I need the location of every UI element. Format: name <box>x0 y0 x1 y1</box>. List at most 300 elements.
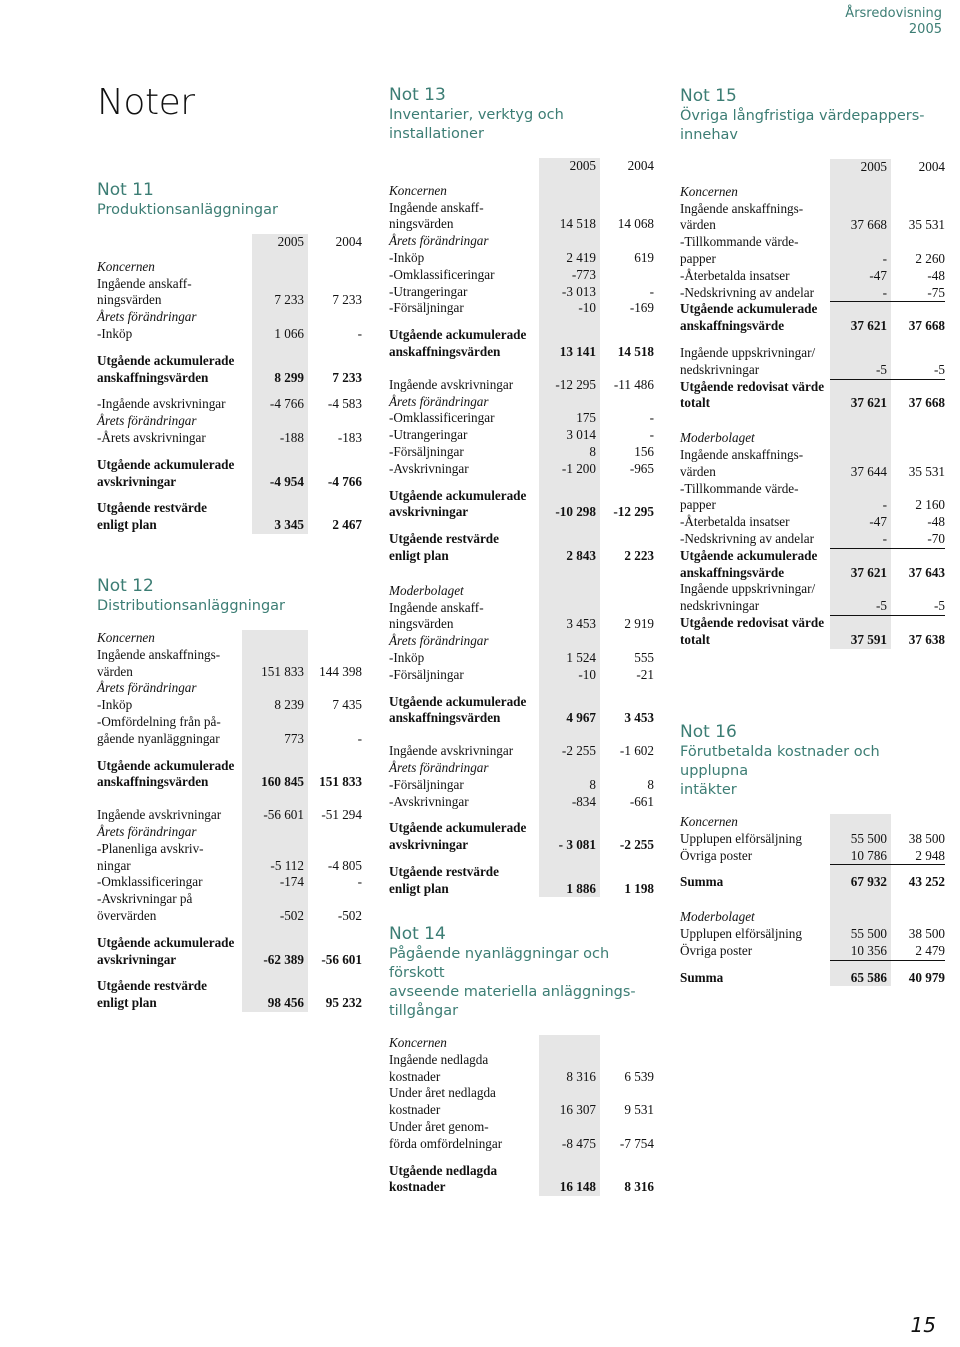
value-2004: 7 233 <box>332 369 362 385</box>
table-row <box>680 943 945 960</box>
row-label <box>389 410 543 427</box>
value-2005: 3 014 <box>566 427 596 443</box>
value-2005: 37 621 <box>850 318 887 334</box>
row-label-line: totalt <box>680 395 711 411</box>
row-label-line: anskaffningsvärden <box>97 774 209 790</box>
value-2004: - <box>649 427 654 443</box>
value-2005: 2 843 <box>566 547 596 563</box>
value-2005: 7 233 <box>274 292 304 308</box>
row-label-line: Under året nedlagda <box>389 1085 496 1101</box>
table-row <box>97 714 362 748</box>
row-label-line: anskaffningsvärden <box>97 369 209 385</box>
value-2005: 773 <box>284 730 304 746</box>
value-2005: -10 <box>578 666 596 682</box>
row-label-line: Övriga poster <box>680 847 753 863</box>
value-2004: -56 601 <box>321 951 362 967</box>
row-label-line: -Återbetalda insatser <box>680 267 790 283</box>
value-2005: 37 644 <box>850 463 887 479</box>
row-label <box>389 694 543 728</box>
value-2004: 37 638 <box>908 631 945 647</box>
row-label-line: -Tillkommande värde- <box>680 234 799 250</box>
value-2005: 8 316 <box>566 1068 596 1084</box>
row-label-line: -Omklassificeringar <box>389 410 495 426</box>
note-title <box>389 106 654 144</box>
row-label-line: nedskrivningar <box>680 598 760 614</box>
value-2005: -4 766 <box>269 396 304 412</box>
row-label <box>389 820 543 854</box>
table-row <box>97 978 362 1012</box>
value-2004: -5 <box>934 361 945 377</box>
row-label <box>680 201 834 235</box>
row-label <box>97 758 246 792</box>
value-2004: 40 979 <box>908 969 945 985</box>
value-2004: 35 531 <box>908 217 945 233</box>
row-label-line: avskrivningar <box>97 473 177 489</box>
row-label-line: -Försäljningar <box>389 443 464 459</box>
table-row <box>389 394 654 411</box>
value-2005: 37 621 <box>850 395 887 411</box>
table-row <box>389 820 654 854</box>
row-label <box>680 848 834 865</box>
note-table <box>97 630 362 1012</box>
value-2004: 8 <box>647 776 654 792</box>
note-14 <box>389 924 654 1196</box>
row-label <box>389 327 543 361</box>
row-label-line: enligt plan <box>97 995 157 1011</box>
table-row <box>680 268 945 285</box>
row-label <box>389 377 543 394</box>
row-label <box>97 874 246 891</box>
value-2005: 8 299 <box>274 369 304 385</box>
value-2005: 151 833 <box>261 663 304 679</box>
value-2004: 555 <box>634 649 654 665</box>
table-row <box>389 427 654 444</box>
row-label-line: -Utrangeringar <box>389 427 468 443</box>
value-2005: -834 <box>571 793 596 809</box>
row-label <box>389 427 543 444</box>
value-2004: - <box>649 410 654 426</box>
row-label-line: värden <box>680 463 716 479</box>
row-label-line: Årets förändringar <box>97 823 197 839</box>
year-header-row <box>680 159 945 176</box>
row-label-line: -Inköp <box>97 325 133 341</box>
table-row <box>680 514 945 531</box>
table-row <box>389 250 654 267</box>
row-label <box>389 200 543 234</box>
row-label-line: -Utrangeringar <box>389 283 468 299</box>
value-2005: 10 786 <box>850 847 887 863</box>
table-row <box>389 1163 654 1197</box>
row-label-line: Utgående ackumulerade <box>389 487 527 503</box>
value-2005: 8 <box>589 776 596 792</box>
row-label-line: Ingående nedlagda <box>389 1051 489 1067</box>
value-2005: -47 <box>869 267 887 283</box>
table-row <box>389 233 654 250</box>
row-label-line: -Försäljningar <box>389 776 464 792</box>
row-label-line: Utgående ackumulerade <box>97 352 235 368</box>
row-label <box>389 794 543 811</box>
value-2004: 6 539 <box>624 1068 654 1084</box>
table-row <box>680 874 945 891</box>
row-label-line: avskrivningar <box>97 951 177 967</box>
row-label-line: värden <box>97 663 133 679</box>
row-label-line: Utgående restvärde <box>97 500 207 516</box>
group-heading: Koncernen <box>97 630 155 645</box>
table-row <box>97 647 362 681</box>
value-2005: -10 <box>578 300 596 316</box>
value-2004: 151 833 <box>319 774 362 790</box>
row-label-line: totalt <box>680 631 711 647</box>
row-label-line: ningsvärden <box>389 616 454 632</box>
value-2004: -169 <box>629 300 654 316</box>
row-label <box>680 234 834 268</box>
value-2004: -4 583 <box>327 396 362 412</box>
value-2004: -51 294 <box>321 807 362 823</box>
row-label-line: Utgående ackumulerade <box>97 934 235 950</box>
value-2004: -11 486 <box>613 376 654 392</box>
table-row <box>680 831 945 848</box>
value-2005: -773 <box>571 266 596 282</box>
group-heading: Koncernen <box>680 814 738 829</box>
value-2004: -4 805 <box>327 857 362 873</box>
row-label-line: Ingående avskrivningar <box>389 743 514 759</box>
value-2005: -4 954 <box>269 473 304 489</box>
table-row <box>389 1085 654 1119</box>
value-2004: 38 500 <box>908 925 945 941</box>
row-label <box>680 615 834 649</box>
row-label-line: -Nedskrivning av andelar <box>680 284 815 300</box>
row-label-line: Utgående nedlagda <box>389 1162 498 1178</box>
row-label <box>680 531 834 548</box>
row-label-line: förda omfördelningar <box>389 1135 503 1151</box>
table-row <box>389 377 654 394</box>
value-2005: 160 845 <box>261 774 304 790</box>
row-label <box>97 935 246 969</box>
table-row <box>389 694 654 728</box>
note-title-line: Inventarier, verktyg och installationer <box>389 107 564 142</box>
value-2004: 9 531 <box>624 1102 654 1118</box>
note-12 <box>97 576 362 1012</box>
row-label <box>389 300 543 317</box>
table-row <box>389 667 654 684</box>
year-header-row <box>97 234 362 251</box>
value-2004: -12 295 <box>613 504 654 520</box>
row-label <box>389 250 543 267</box>
value-2004: 2 160 <box>915 497 945 513</box>
note-title <box>389 945 654 1021</box>
value-2004: -183 <box>337 429 362 445</box>
row-label <box>389 1119 543 1153</box>
value-2005: 8 239 <box>274 697 304 713</box>
table-row <box>97 891 362 925</box>
page-number: 15 <box>910 1313 936 1337</box>
rule-line <box>830 960 945 961</box>
table-row <box>680 234 945 268</box>
year-2004: 2004 <box>918 159 945 174</box>
row-label-line: Ingående anskaff- <box>389 199 484 215</box>
table-row <box>389 200 654 234</box>
value-2004: -2 255 <box>619 837 654 853</box>
row-label <box>389 777 543 794</box>
row-label-line: Årets förändringar <box>97 680 197 696</box>
value-2005: 37 621 <box>850 564 887 580</box>
table-row <box>389 300 654 317</box>
row-label-line: Ingående anskaffnings- <box>97 646 221 662</box>
table-row <box>389 488 654 522</box>
table-row <box>97 413 362 430</box>
row-label-line: papper <box>680 250 716 266</box>
row-label-line: -Tillkommande värde- <box>680 480 799 496</box>
value-2004: 144 398 <box>319 663 362 679</box>
value-2005: 3 453 <box>566 616 596 632</box>
row-label <box>680 447 834 481</box>
value-2005: 1 066 <box>274 325 304 341</box>
row-label-line: Utgående restvärde <box>389 863 499 879</box>
note-title <box>680 107 945 145</box>
value-2005: 16 307 <box>559 1102 596 1118</box>
year-2005: 2005 <box>277 234 304 249</box>
table-row <box>97 309 362 326</box>
note-title-line: tillgångar <box>389 1003 459 1019</box>
value-2005: 65 586 <box>850 969 887 985</box>
row-label-line: Årets förändringar <box>389 633 489 649</box>
row-label-line: avskrivningar <box>389 504 469 520</box>
row-label <box>97 891 246 925</box>
row-label <box>97 276 256 310</box>
row-label <box>389 864 543 898</box>
row-label-line: -Inköp <box>389 649 425 665</box>
row-label-line: -Försäljningar <box>389 300 464 316</box>
table-row <box>97 353 362 387</box>
row-label <box>97 353 256 387</box>
table-row <box>680 970 945 987</box>
row-label-line: Summa <box>680 874 724 890</box>
row-label-line: avskrivningar <box>389 837 469 853</box>
value-2004: -70 <box>927 530 945 546</box>
row-label <box>97 326 256 343</box>
table-row <box>389 864 654 898</box>
year-2004: 2004 <box>627 158 654 173</box>
row-label-line: -Inköp <box>389 249 425 265</box>
row-label-line: ningar <box>97 857 131 873</box>
value-2005: - <box>882 250 887 266</box>
row-label <box>97 841 246 875</box>
group-heading: Koncernen <box>389 182 447 198</box>
table-row <box>389 284 654 301</box>
table-row <box>97 326 362 343</box>
row-label <box>97 457 256 491</box>
table-row <box>389 327 654 361</box>
note-15 <box>680 86 945 649</box>
value-2004: 7 435 <box>332 697 362 713</box>
value-2005: -5 <box>876 361 887 377</box>
note-title-line: innehav <box>680 127 738 143</box>
table-row <box>680 926 945 943</box>
group-heading: Moderbolaget <box>389 582 464 598</box>
table-row <box>389 1052 654 1086</box>
row-label-line: Ingående uppskrivningar/ <box>680 581 816 597</box>
value-2005: 3 345 <box>274 517 304 533</box>
table-row <box>680 848 945 865</box>
row-label-line: -Planenliga avskriv- <box>97 840 204 856</box>
table-row <box>97 276 362 310</box>
value-2005: -1 200 <box>561 460 596 476</box>
value-2004: 2 223 <box>624 547 654 563</box>
row-label-line: Övriga poster <box>680 942 753 958</box>
row-label <box>389 488 543 522</box>
row-label-line: Ingående anskaff- <box>97 275 192 291</box>
row-label <box>680 943 834 960</box>
note-title-line: avseende materiella anläggnings- <box>389 984 636 1000</box>
value-2005: 13 141 <box>559 343 596 359</box>
row-label <box>97 396 256 413</box>
row-label <box>680 926 834 943</box>
row-label-line: papper <box>680 497 716 513</box>
value-2004: -661 <box>629 793 654 809</box>
value-2004: -4 766 <box>327 473 362 489</box>
row-label <box>97 680 362 697</box>
note-number: Not 15 <box>680 86 737 106</box>
value-2005: -47 <box>869 514 887 530</box>
value-2005: 37 591 <box>850 631 887 647</box>
row-label-line: kostnader <box>389 1179 446 1195</box>
row-label-line: Summa <box>680 969 724 985</box>
row-label <box>389 633 654 650</box>
value-2004: 1 198 <box>624 880 654 896</box>
row-label-line: Under året genom- <box>389 1118 489 1134</box>
value-2004: -502 <box>337 907 362 923</box>
row-label-line: enligt plan <box>389 547 449 563</box>
row-label-line: Utgående restvärde <box>389 531 499 547</box>
row-label-line: Utgående redovisat värde <box>680 378 825 394</box>
value-2005: 55 500 <box>850 925 887 941</box>
note-title-line: Produktionsanläggningar <box>97 202 278 218</box>
value-2004: -48 <box>927 514 945 530</box>
table-row <box>389 650 654 667</box>
row-label <box>389 284 543 301</box>
rule-line <box>830 864 945 865</box>
table-row <box>389 600 654 634</box>
year-2005: 2005 <box>569 158 596 173</box>
table-row <box>389 410 654 427</box>
table-row <box>97 697 362 714</box>
row-label-line: enligt plan <box>389 880 449 896</box>
value-2004: 14 518 <box>617 343 654 359</box>
value-2005: 1 886 <box>566 880 596 896</box>
value-2005: 16 148 <box>559 1179 596 1195</box>
row-label-line: -Inköp <box>97 697 133 713</box>
row-label-line: ningsvärden <box>389 216 454 232</box>
table-row <box>680 345 945 379</box>
table-row <box>97 396 362 413</box>
row-label-line: ningsvärden <box>97 292 162 308</box>
row-label <box>389 531 543 565</box>
row-label <box>680 301 834 335</box>
table-row <box>680 447 945 481</box>
row-label <box>389 600 543 634</box>
value-2005: 14 518 <box>559 216 596 232</box>
row-label <box>97 430 256 447</box>
table-row <box>389 777 654 794</box>
row-label-line: övervärden <box>97 907 157 923</box>
note-title-line: Pågående nyanläggningar och förskott <box>389 946 610 981</box>
table-row <box>97 430 362 447</box>
row-label-line: värden <box>680 217 716 233</box>
row-label <box>680 285 834 302</box>
value-2005: - <box>882 284 887 300</box>
row-label <box>680 581 834 615</box>
row-label <box>97 807 246 824</box>
row-label <box>97 647 246 681</box>
value-2005: 4 967 <box>566 710 596 726</box>
row-label-line: nedskrivningar <box>680 361 760 377</box>
note-title-line: intäkter <box>680 782 737 798</box>
row-label-line: -Avskrivningar på <box>97 891 193 907</box>
row-label-line: Upplupen elförsäljning <box>680 925 802 941</box>
table-row <box>97 824 362 841</box>
group-heading: Moderbolaget <box>680 430 755 446</box>
value-2004: 2 948 <box>915 847 945 863</box>
row-label <box>389 760 654 777</box>
value-2005: - <box>882 497 887 513</box>
table-row <box>680 481 945 515</box>
value-2004: 14 068 <box>617 216 654 232</box>
note-number: Not 16 <box>680 722 737 742</box>
table-row <box>680 379 945 413</box>
page-title: Noter <box>97 82 195 123</box>
row-label-line: gående nyanläggningar <box>97 730 220 746</box>
group-heading: Koncernen <box>680 183 738 199</box>
group-heading: Moderbolaget <box>680 909 755 925</box>
row-label <box>389 743 543 760</box>
row-label <box>97 697 246 714</box>
note-title <box>680 743 945 800</box>
value-2005: -174 <box>279 874 304 890</box>
value-2004: 7 233 <box>332 292 362 308</box>
year-2004: 2004 <box>335 234 362 249</box>
row-label-line: Utgående ackumulerade <box>97 757 235 773</box>
value-2004: 619 <box>634 249 654 265</box>
row-label-line: -Omklassificeringar <box>389 266 495 282</box>
value-2004: 2 919 <box>624 616 654 632</box>
value-2004: -965 <box>629 460 654 476</box>
value-2004: -5 <box>934 598 945 614</box>
group-heading: Koncernen <box>389 1035 447 1050</box>
value-2004: -48 <box>927 267 945 283</box>
note-table <box>680 814 945 986</box>
table-row <box>680 301 945 335</box>
value-2004: - <box>357 730 362 746</box>
row-label <box>97 824 362 841</box>
value-2005: 10 356 <box>850 942 887 958</box>
row-label-line: Utgående ackumulerade <box>389 820 527 836</box>
row-label-line: Ingående anskaff- <box>389 599 484 615</box>
row-label-line: anskaffningsvärde <box>680 318 785 334</box>
row-label-line: -Försäljningar <box>389 666 464 682</box>
table-row <box>97 457 362 491</box>
note-number: Not 14 <box>389 924 446 944</box>
value-2005: 175 <box>576 410 596 426</box>
note-11 <box>97 180 362 534</box>
row-label <box>680 831 834 848</box>
value-2004: 37 643 <box>908 564 945 580</box>
row-label-line: Ingående uppskrivningar/ <box>680 344 816 360</box>
note-table <box>389 158 654 897</box>
value-2004: 95 232 <box>325 995 362 1011</box>
table-row <box>389 794 654 811</box>
note-title <box>97 201 362 220</box>
table-row <box>389 1119 654 1153</box>
